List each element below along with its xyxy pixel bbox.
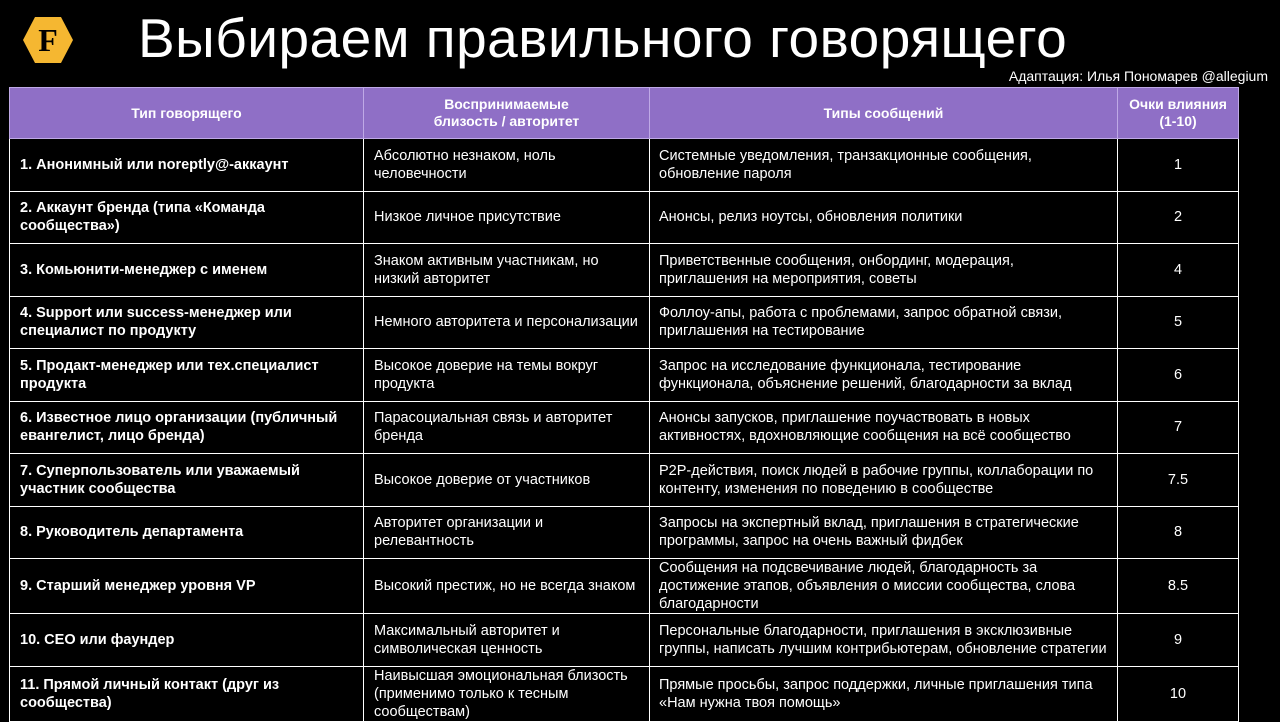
closeness-cell: Парасоциальная связь и авторитет бренда	[364, 401, 650, 454]
message-types-cell: Фоллоу-апы, работа с проблемами, запрос обратной связи, приглашения на тестирование	[650, 296, 1118, 349]
speaker-type-cell: 1. Анонимный или noreptly@-аккаунт	[10, 139, 364, 192]
table-row	[10, 191, 1239, 244]
closeness-cell: Наивысшая эмоциональная близость (применимо только к тесным сообществам)	[364, 666, 650, 721]
closeness-cell: Авторитет организации и релевантность	[364, 506, 650, 559]
header-message-types: Типы сообщений	[650, 88, 1118, 139]
message-types-cell: Прямые просьбы, запрос поддержки, личные приглашения типа «Нам нужна твоя помощь»	[650, 666, 1118, 721]
message-types-cell: Анонсы запусков, приглашение поучаствовать в новых активностях, вдохновляющие сообщения на всё сообщество	[650, 401, 1118, 454]
table-row	[10, 559, 1239, 614]
closeness-cell: Максимальный авторитет и символическая ценность	[364, 614, 650, 667]
table-row	[10, 349, 1239, 402]
speaker-type-cell: 6. Известное лицо организации (публичный евангелист, лицо бренда)	[10, 401, 364, 454]
closeness-cell: Знаком активным участникам, но низкий авторитет	[364, 244, 650, 297]
closeness-cell: Высокий престиж, но не всегда знаком	[364, 559, 650, 614]
message-types-cell: Анонсы, релиз ноутсы, обновления политики	[650, 191, 1118, 244]
table-row	[10, 454, 1239, 507]
speaker-type-cell: 11. Прямой личный контакт (друг из сообщества)	[10, 666, 364, 721]
influence-score-cell: 5	[1118, 296, 1239, 349]
closeness-cell: Низкое личное присутствие	[364, 191, 650, 244]
closeness-cell: Немного авторитета и персонализации	[364, 296, 650, 349]
message-types-cell: P2P-действия, поиск людей в рабочие группы, коллаборации по контенту, изменения по поведению в сообществе	[650, 454, 1118, 507]
table-row	[10, 401, 1239, 454]
speaker-table	[9, 87, 1239, 722]
influence-score-cell: 6	[1118, 349, 1239, 402]
influence-score-cell: 7.5	[1118, 454, 1239, 507]
logo-letter: F	[38, 22, 58, 58]
speaker-type-cell: 9. Старший менеджер уровня VP	[10, 559, 364, 614]
table-row	[10, 506, 1239, 559]
influence-score-cell: 4	[1118, 244, 1239, 297]
speaker-type-cell: 7. Суперпользователь или уважаемый участник сообщества	[10, 454, 364, 507]
closeness-cell: Высокое доверие от участников	[364, 454, 650, 507]
influence-score-cell: 9	[1118, 614, 1239, 667]
message-types-cell: Системные уведомления, транзакционные сообщения, обновление пароля	[650, 139, 1118, 192]
hexagon-logo-icon	[22, 14, 74, 66]
influence-score-cell: 8	[1118, 506, 1239, 559]
influence-score-cell: 8.5	[1118, 559, 1239, 614]
header-speaker-type: Тип говорящего	[10, 88, 364, 139]
speaker-type-cell: 4. Support или success-менеджер или специалист по продукту	[10, 296, 364, 349]
message-types-cell: Персональные благодарности, приглашения в эксклюзивные группы, написать лучшим контрибьютерам, обновление стратегии	[650, 614, 1118, 667]
logo	[22, 14, 74, 66]
table-row	[10, 614, 1239, 667]
speaker-type-cell: 10. CEO или фаундер	[10, 614, 364, 667]
influence-score-cell: 2	[1118, 191, 1239, 244]
header-closeness: Воспринимаемые близость / авторитет	[364, 88, 650, 139]
speaker-type-cell: 2. Аккаунт бренда (типа «Команда сообщества»)	[10, 191, 364, 244]
speaker-type-cell: 8. Руководитель департамента	[10, 506, 364, 559]
message-types-cell: Запрос на исследование функционала, тестирование функционала, объяснение решений, благодарности за вклад	[650, 349, 1118, 402]
credit-line: Адаптация: Илья Пономарев @allegium	[1008, 68, 1268, 84]
table-row	[10, 296, 1239, 349]
influence-score-cell: 10	[1118, 666, 1239, 721]
table-row	[10, 139, 1239, 192]
table-row	[10, 666, 1239, 721]
table-header-row	[10, 88, 1239, 139]
message-types-cell: Запросы на экспертный вклад, приглашения в стратегические программы, запрос на очень важный фидбек	[650, 506, 1118, 559]
message-types-cell: Сообщения на подсвечивание людей, благодарность за достижение этапов, объявления о миссии сообщества, слова благодарности	[650, 559, 1118, 614]
message-types-cell: Приветственные сообщения, онбординг, модерация, приглашения на мероприятия, советы	[650, 244, 1118, 297]
page-title: Выбираем правильного говорящего	[138, 7, 1068, 69]
closeness-cell: Высокое доверие на темы вокруг продукта	[364, 349, 650, 402]
influence-score-cell: 7	[1118, 401, 1239, 454]
influence-score-cell: 1	[1118, 139, 1239, 192]
speaker-type-cell: 5. Продакт-менеджер или тех.специалист продукта	[10, 349, 364, 402]
closeness-cell: Абсолютно незнаком, ноль человечности	[364, 139, 650, 192]
header-influence-score: Очки влияния (1-10)	[1118, 88, 1239, 139]
speaker-type-cell: 3. Комьюнити-менеджер с именем	[10, 244, 364, 297]
table-row	[10, 244, 1239, 297]
